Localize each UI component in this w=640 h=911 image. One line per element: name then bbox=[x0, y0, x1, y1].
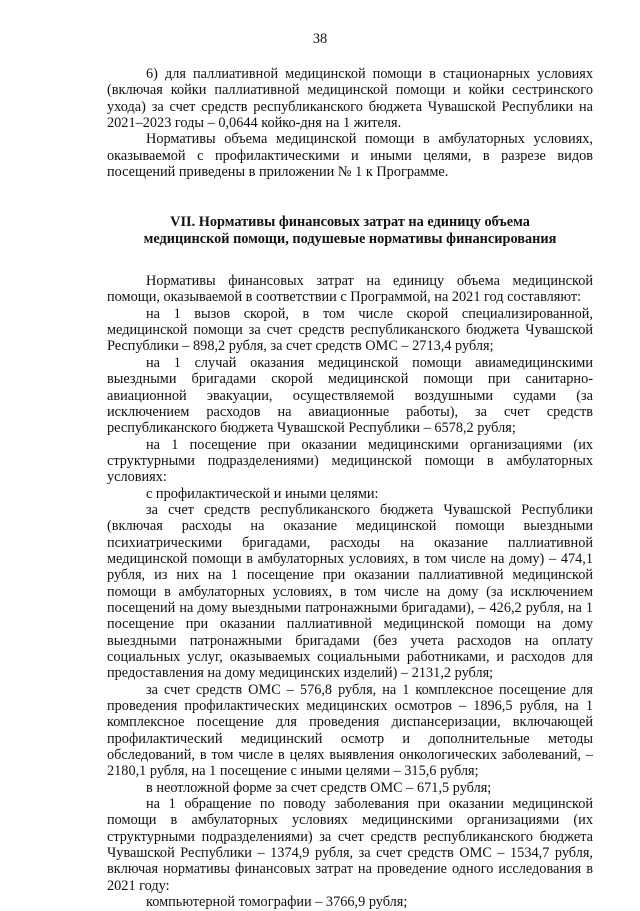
section-heading-line-1: VII. Нормативы финансовых затрат на единицу объема bbox=[170, 214, 530, 231]
paragraph-urgent-form: в неотложной форме за счет средств ОМС – 671,5 рубля; bbox=[146, 779, 492, 796]
paragraph-republic-budget: за счет средств республиканского бюджета Чувашской Республики (включая расходы на оказание медицинской помощи выездными психиатрическими бригадами, расходы на оказание паллиативной медицинской помощи в амбулаторных условиях, в том числе на дому) – 474,1 рубля, из них на 1 посещение при оказании паллиативной медицинской помощи в амбулаторных условиях, в том числе на дому (за исключением посещений на дому выездными патронажными бригадами), – 426,2 рубля, на 1 посещение при оказании паллиативной медицинской помощи на дому выездными патронажными бригадами (без учета расходов на оплату социальных услуг, оказываемых социальными работниками, и расходов для предоставления на дому медицинских изделий) – 2131,2 рубля; bbox=[107, 501, 593, 682]
section-heading bbox=[107, 214, 593, 247]
paragraph-preventive-purposes: с профилактической и иными целями: bbox=[146, 485, 379, 502]
paragraph-emergency-call: на 1 вызов скорой, в том числе скорой специализированной, медицинской помощи за счет средств республиканского бюджета Чувашской Республики – 898,2 рубля, за счет средств ОМС – 2713,4 рубля; bbox=[107, 305, 593, 355]
paragraph-intro: Нормативы финансовых затрат на единицу объема медицинской помощи, оказываемой в соответствии с Программой, на 2021 год составляют: bbox=[107, 273, 593, 306]
paragraph-ambulatory-note: Нормативы объема медицинской помощи в амбулаторных условиях, оказываемой с профилактическими и иными целями, в разрезе видов посещений приведены в приложении № 1 к Программе. bbox=[107, 131, 593, 181]
paragraph-air-ambulance: на 1 случай оказания медицинской помощи авиамедицинскими выездными бригадами скорой медицинской помощи при санитарно-авиационной эвакуации, осуществляемой воздушными судами (за исключением расходов на авиационные работы), за счет средств республиканского бюджета Чувашской Республики – 6578,2 рубля; bbox=[107, 354, 593, 437]
document-body bbox=[107, 66, 593, 911]
paragraph-disease-appeal: на 1 обращение по поводу заболевания при оказании медицинской помощи в амбулаторных условиях медицинскими организациями (их структурными подразделениями) за счет средств республиканского бюджета Чувашской Республики – 1374,9 рубля, за счет средств ОМС – 1534,7 рубля, включая нормативы финансовых затрат на проведение одного исследования в 2021 году: bbox=[107, 796, 593, 894]
section-heading-line-2: медицинской помощи, подушевые нормативы финансирования bbox=[143, 230, 557, 247]
page-number: 38 bbox=[312, 31, 328, 47]
paragraph-computed-tomography: компьютерной томографии – 3766,9 рубля; bbox=[146, 894, 408, 911]
paragraph-ambulatory-visit: на 1 посещение при оказании медицинскими организациями (их структурными подразделениями) медицинской помощи в амбулаторных условиях: bbox=[107, 436, 593, 486]
paragraph-oms-funds: за счет средств ОМС – 576,8 рубля, на 1 комплексное посещение для проведения профилактических медицинских осмотров – 1896,5 рубля, на 1 комплексное посещение для проведения диспансеризации, включающей профилактический медицинский осмотр и дополнительные методы обследований, в том числе в целях выявления онкологических заболеваний, – 2180,1 рубля, на 1 посещение с иными целями – 315,6 рубля; bbox=[107, 681, 593, 780]
paragraph-item-6: 6) для паллиативной медицинской помощи в стационарных условиях (включая койки паллиативной медицинской помощи и койки сестринского ухода) за счет средств республиканского бюджета Чувашской Республики на 2021–2023 годы – 0,0644 койко-дня на 1 жителя. bbox=[107, 66, 593, 132]
